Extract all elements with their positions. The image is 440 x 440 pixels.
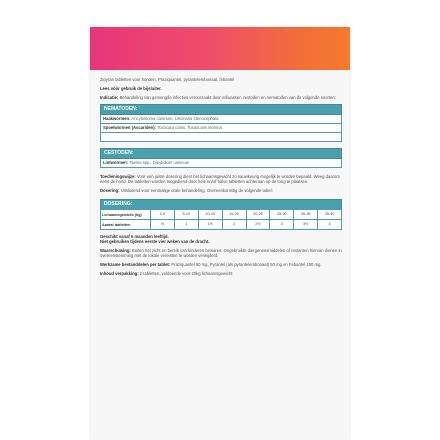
nematoden-row-empty xyxy=(100,133,342,142)
indication-paragraph xyxy=(100,95,342,100)
indication-label: Indicatie: xyxy=(100,95,119,100)
dosage-label: Dosering: xyxy=(100,188,120,193)
contents-text: 2 tabletten, voldoende voor 20kg lichaamsgewicht xyxy=(139,271,233,276)
warning-paragraph xyxy=(100,248,342,258)
ingredients-label: Werkzame bestanddelen per tablet: xyxy=(100,262,171,267)
contents-paragraph xyxy=(100,271,342,276)
tablet-count-row-label: Aantal tabletten xyxy=(101,220,151,230)
tablet-count-cell: ½ xyxy=(151,220,175,230)
nematoden-section xyxy=(100,104,342,142)
pregnancy-note: Niet gebruiken tijdens eerste vier weken van de dracht. xyxy=(100,239,210,244)
cestoden-section xyxy=(100,148,342,168)
weight-cell: 10-15 xyxy=(198,210,222,220)
read-leaflet-note: Lees vóór gebruik de bijsluiter. xyxy=(100,86,162,91)
tablet-count-cell: 2½ xyxy=(246,220,270,230)
weight-cell: 30-35 xyxy=(294,210,318,220)
weight-cell: 35-40 xyxy=(318,210,342,220)
header-gradient-band xyxy=(90,27,350,70)
tablet-count-cell: 4 xyxy=(318,220,342,230)
contents-label: Inhoud verpakking: xyxy=(100,271,139,276)
dosage-table-heading: DOSERING: xyxy=(100,199,342,209)
ingredients-text: Praziquantel 50 mg, Pyrantel (als pyrantelembonaat) 50 mg en Febantel 150 mg. xyxy=(171,262,322,267)
tablet-count-cell: 3½ xyxy=(294,220,318,230)
product-intro: Zipyran tabletten voor honden, Praziquantel, pyrantelembonaat, febantel xyxy=(100,77,235,82)
indication-text: Behandeling van gemengde infecties veroorzaakt door volwassen cestoden en nematoden van de volgende soorten: xyxy=(119,95,336,100)
cestoden-row-value: Taenia spp., Dipylidium caninum xyxy=(129,160,190,165)
tablet-count-cell: 2 xyxy=(222,220,246,230)
warning-label: Waarschuwing: xyxy=(100,248,131,253)
cestoden-row xyxy=(100,159,342,168)
weight-row-label: Lichaamsgewicht (kg) xyxy=(101,210,151,220)
age-note: Geschikt vanaf 5 maanden leeftijd. xyxy=(100,234,169,239)
weight-row xyxy=(101,210,342,220)
tablet-count-cell: 3 xyxy=(270,220,294,230)
weight-cell: 5-10 xyxy=(174,210,198,220)
nematoden-row-label: Haakwormen: xyxy=(103,116,131,121)
weight-cell: 20-25 xyxy=(246,210,270,220)
warning-text: Buiten het zicht en bereik van kinderen bewaren. Ongebruikte diergeneesmiddelen of restanten hiervan dienen in overeenstemming met de lokale vereisten te worden verwijderd. xyxy=(100,248,342,258)
nematoden-row-value: Ancylostoma caninum, Uncinaria stenocephala xyxy=(131,116,219,121)
weight-cell: 15-20 xyxy=(222,210,246,220)
weight-cell: 25-30 xyxy=(270,210,294,220)
label-content xyxy=(100,77,342,276)
ingredients-paragraph xyxy=(100,262,342,267)
dosage-table xyxy=(100,209,342,230)
dosage-text: Uitsluitend voor eenmalige orale behandeling. Overeenkomstig de volgende tabel: xyxy=(120,188,273,193)
nematoden-heading: NEMATODEN: xyxy=(100,104,342,115)
nematoden-row-value: Toxocara canis, Toxascaris leonina xyxy=(157,125,222,130)
tablet-count-cell: 1 xyxy=(174,220,198,230)
cestoden-heading: CESTODEN: xyxy=(100,148,342,159)
administration-text: Voor een juiste dosering dient het lichaamsgewicht zo nauwkeurig mogelijk te worden bepaald. Weeg daarom eerst de hond. De tabletten worden toegediend door hele en/of halve tabletten achteraan op de tong te plaatsen. xyxy=(100,174,340,184)
weight-cell: 2-5 xyxy=(151,210,175,220)
cestoden-row-label: Lintwormen: xyxy=(103,160,129,165)
administration-paragraph xyxy=(100,174,342,184)
nematoden-row-label: Spoelwormen (Ascariden): xyxy=(103,125,157,130)
product-label-sheet xyxy=(90,27,350,440)
administration-label: Toedieningswijze: xyxy=(100,174,136,179)
nematoden-row xyxy=(100,124,342,133)
tablet-count-row xyxy=(101,220,342,230)
tablet-count-cell: 1½ xyxy=(198,220,222,230)
dosage-table-section xyxy=(100,199,342,230)
nematoden-row xyxy=(100,115,342,124)
